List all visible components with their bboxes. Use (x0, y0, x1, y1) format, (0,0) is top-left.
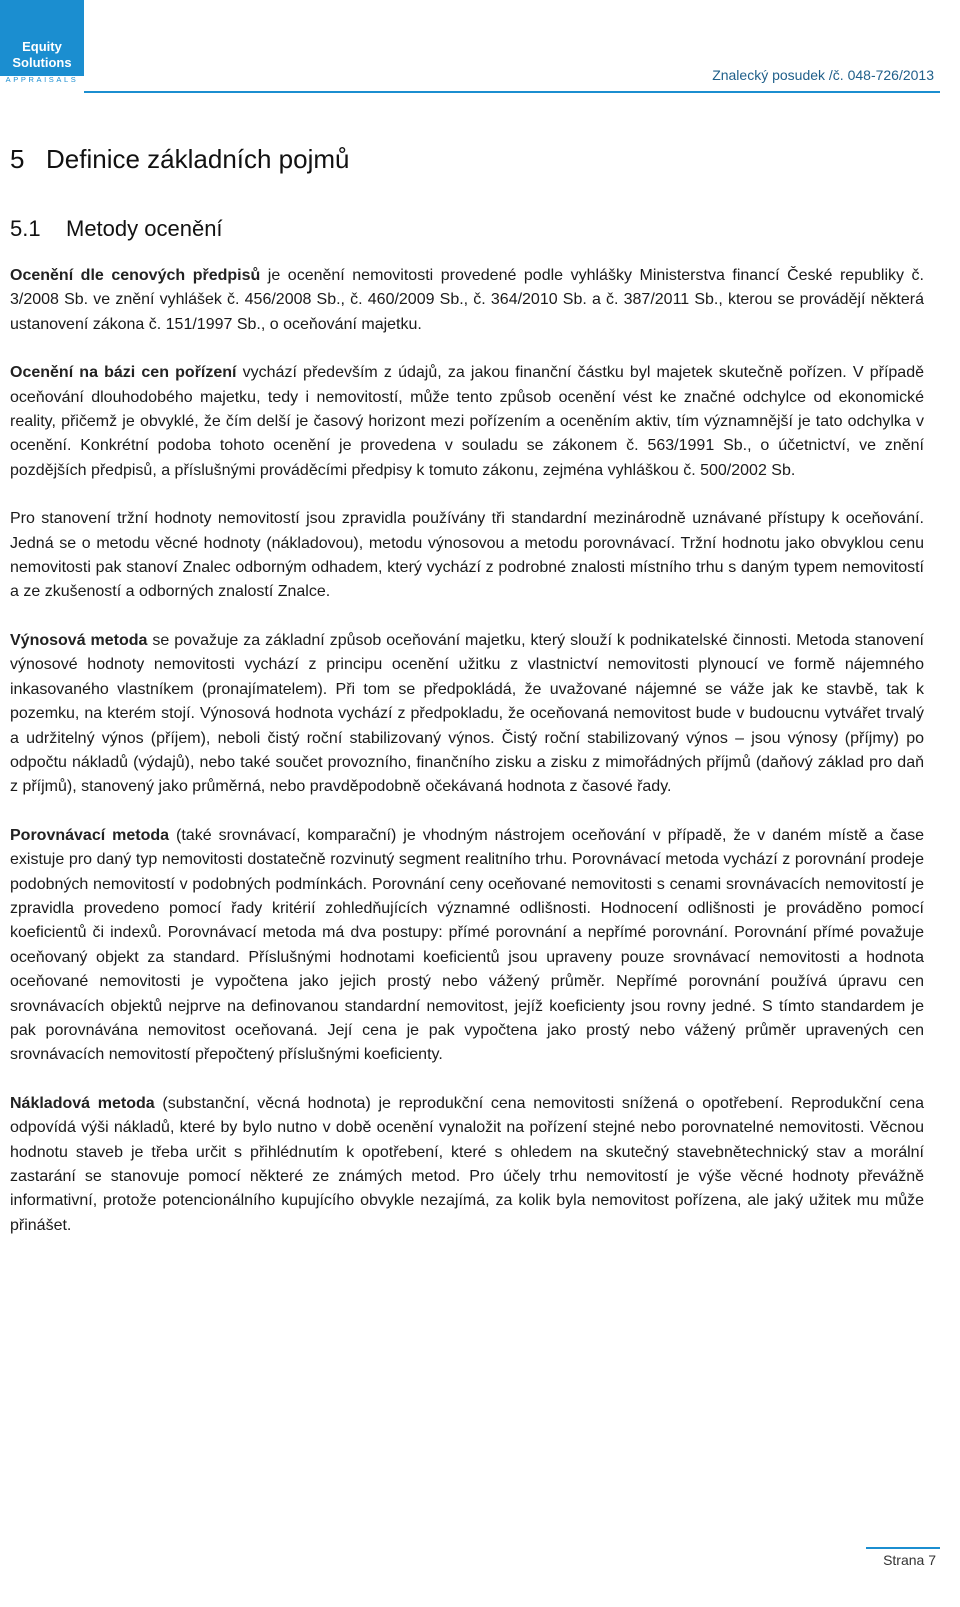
document-reference: Znalecký posudek /č. 048-726/2013 (712, 67, 934, 83)
section-number: 5 (10, 144, 25, 174)
paragraph-cenove-predpisy (10, 264, 924, 337)
paragraph-text: (substanční, věcná hodnota) je reprodukční cena nemovitosti snížená o opotřebení. Reprodukční cena odpovídá výši nákladů, které by bylo nutno v době ocenění vynaložit na pořízení stejné nebo porovnatelné nemovitosti. Věcnou hodnotu staveb je třeba určit s přihlédnutím k opotřebení, které s ohledem na skutečný stavebnětechnický stav a morální zastarání se stanovuje pomocí některé ze známých metod. Pro účely trhu nemovitostí je výše věcné hodnoty převážně informativní, protože potencionálního kupujícího obvykle nezajímá, za kolik byla nemovitost pořízena, ale jaký užitek mu může přinášet. (10, 1094, 924, 1234)
logo-text-appraisals: APPRAISALS (0, 76, 84, 86)
paragraph-nakladova-metoda (10, 1092, 924, 1238)
paragraph-term: Porovnávací metoda (10, 826, 170, 844)
paragraph-text: se považuje za základní způsob oceňování majetku, který slouží k podnikatelské činnosti. Metoda stanovení výnosové hodnoty nemovitosti vychází z principu ocenění užitku z vlastnictví nemovitosti plynoucí ve formě nájemného inkasovaného vlastníkem (pronajímatelem). Při tom se předpokládá, že uvažované nájemné se váže jak ke stavbě, tak k pozemku, na kterém stojí. Výnosová hodnota vychází z předpokladu, že oceňovaná nemovitost bude v budoucnu vytvářet trvalý a udržitelný výnos (příjem), neboli čistý roční stabilizovaný výnos. Čistý roční stabilizovaný výnos – jsou výnosy (příjmy) po odpočtu nákladů (výdajů), nebo také součet provozního, finančního zisku a zisku z mimořádných příjmů (daňový základ pro daň z příjmů), stanovený jako průměrná, nebo pravděpodobně očekávaná hodnota z časové řady. (10, 631, 924, 796)
logo-text-solutions: Solutions (12, 55, 72, 70)
company-logo (0, 0, 84, 84)
section-heading (10, 144, 350, 175)
paragraph-term: Ocenění dle cenových předpisů (10, 267, 261, 284)
footer-divider (866, 1547, 940, 1549)
paragraph-text: je ocenění nemovitosti provedené podle vyhlášky Ministerstva financí České republiky č. 3/2008 Sb. ve znění vyhlášek č. 456/2008 Sb., č. 460/2009 Sb., č. 364/2010 Sb. a č. 387/2011 Sb., kterou se provádějí některá ustanovení zákona č. 151/1997 Sb., o oceňování majetku. (10, 267, 924, 333)
paragraph-term: Nákladová metoda (10, 1094, 155, 1112)
subsection-title: Metody ocenění (66, 216, 223, 241)
header-divider (84, 91, 940, 93)
subsection-heading (10, 216, 223, 242)
paragraph-term: Výnosová metoda (10, 631, 148, 649)
paragraph-text: Pro stanovení tržní hodnoty nemovitostí jsou zpravidla používány tři standardní mezinárodně uznávané přístupy k oceňování. Jedná se o metodu věcné hodnoty (nákladovou), metodu výnosovou a metodu porovnávací. Tržní hodnotu jako obvyklou cenu nemovitosti pak stanoví Znalec odborným odhadem, který vychází z podrobné znalosti místního trhu s daným typem nemovitostí a ze zkušeností a odborných znalostí Znalce. (10, 510, 924, 601)
paragraph-text: (také srovnávací, komparační) je vhodným nástrojem oceňování v případě, že v daném místě a čase existuje pro daný typ nemovitosti dostatečně rozvinutý segment realitního trhu. Porovnávací metoda vychází z porovnání prodeje podobných nemovitostí v podobných podmínkách. Porovnání ceny oceňované nemovitosti s cenami srovnávacích nemovitostí je zpravidla provedeno pomocí řady kritérií zohledňujících významné odlišnosti. Hodnocení odlišnosti je prováděno pomocí koeficientů či indexů. Porovnávací metoda má dva postupy: přímé porovnání a nepřímé porovnání. Porovnání přímé považuje oceňovaný objekt za standard. Příslušnými hodnotami koeficientů jsou upraveny pouze srovnávací nemovitosti a hodnota oceňované nemovitosti je vypočtena jako jejich prostý nebo vážený průměr. Nepřímé porovnání používá úpravu cen srovnávacích objektů nejprve na definovanou standardní nemovitost, jejíž koeficienty jsou rovny jedné. S tímto standardem je pak porovnávána nemovitost oceňovaná. Její cena je pak vypočtena jako prostý nebo vážený průměr upravených cen srovnávacích nemovitostí přepočtený příslušnými koeficienty. (10, 826, 924, 1064)
paragraph-trzni-hodnota (10, 507, 924, 605)
paragraph-vynosova-metoda (10, 629, 924, 800)
paragraph-ceny-porizeni (10, 361, 924, 483)
section-title: Definice základních pojmů (46, 144, 350, 174)
subsection-number: 5.1 (10, 216, 41, 241)
paragraph-term: Ocenění na bázi cen pořízení (10, 364, 237, 382)
paragraph-porovnavaci-metoda (10, 824, 924, 1068)
body-text (10, 264, 924, 1262)
paragraph-text: vychází především z údajů, za jakou finanční částku byl majetek skutečně pořízen. V případě oceňování dlouhodobého majetku, tedy i nemovitostí, může tento způsob ocenění vést ke značné odchylce od ekonomické reality, přičemž je obvyklé, že čím delší je časový horizont mezi pořízením a oceněním aktiv, tím významnější je tato odchylka v ocenění. Konkrétní podoba tohoto ocenění je provedena v souladu se zákonem č. 563/1991 Sb., o účetnictví, ve znění pozdějších předpisů, a příslušnými prováděcími předpisy k tomuto zákonu, zejména vyhláškou č. 500/2002 Sb. (10, 364, 924, 479)
logo-text-equity: Equity (22, 39, 62, 54)
page-number: Strana 7 (883, 1552, 936, 1568)
